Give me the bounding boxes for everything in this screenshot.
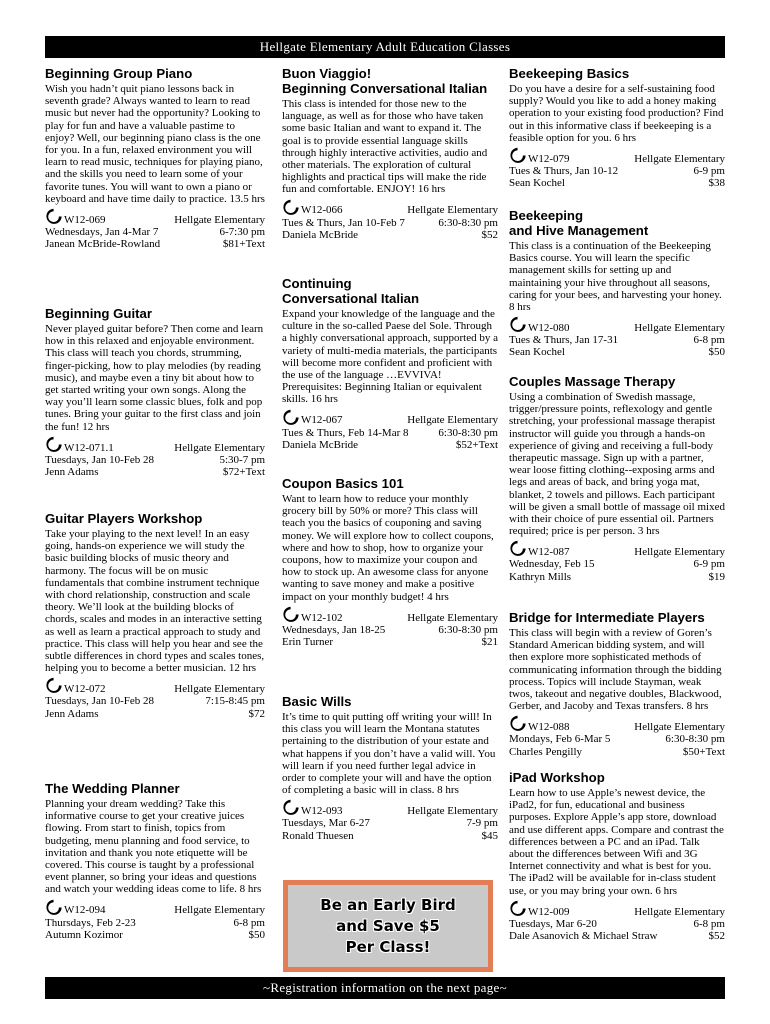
course-instructor: Daniela McBride [282,228,359,241]
course-code: W12-102 [301,611,343,624]
course-code-group [282,798,343,817]
course-details [509,899,725,942]
course-instructor: Charles Pengilly [509,745,583,758]
course-listing [282,66,498,241]
course-time: 6-7:30 pm [219,226,265,239]
course-instructor: Ronald Thuesen [282,829,354,842]
course-details [509,146,725,189]
course-schedule-row [45,226,265,238]
course-price: $38 [708,177,725,190]
course-time: 6-8 pm [693,917,725,930]
course-details [282,798,498,841]
course-listing [509,610,725,758]
course-schedule-row [282,427,498,439]
course-title: Conversational Italian [282,291,420,306]
course-description: Wish you hadn’t quit piano lessons back in seventh grade? Always wanted to learn to read music but never had the opportunity? Looking to play for fun and have a valuable pastime to enjoy? Well, our beginning piano class is the one for you. In a fun, relaxed environment you will learn to read music, techniques for playing piano, and the skills you need to learn some of your favorite tunes. You will want to own a piano or keyboard and have time daily to practice. 13.5 hrs [45,83,265,205]
course-schedule-row [45,454,265,466]
course-dates: Tues & Thurs, Feb 14-Mar 8 [282,426,409,439]
course-title: Beekeeping [509,208,584,223]
course-schedule-row [509,733,725,745]
course-price: $50 [248,928,265,941]
course-title: iPad Workshop [509,770,605,785]
course-schedule-row [282,217,498,229]
course-listing [282,476,498,648]
course-title: Continuing [282,276,352,291]
page-header: Hellgate Elementary Adult Education Classes [45,36,725,58]
phone-icon [45,898,64,917]
course-instructor: Jenn Adams [45,466,99,479]
course-dates: Wednesdays, Jan 4-Mar 7 [45,226,159,239]
promo-panel [288,885,488,967]
course-description: Want to learn how to reduce your monthly grocery bill by 50% or more? This class will teach you the basics of couponing and saving money. We will explore how to collect coupons, where and how to shop, how to organize your coupons, how to maximize your coupon and how to stock up. An awesome class for anyone wanting to save money and make a positive impact on your monthly budget! 4 hrs [282,493,494,603]
course-code: W12-088 [528,721,570,734]
course-listing [509,374,725,583]
course-code: W12-093 [301,805,343,818]
course-location: Hellgate Elementary [634,152,725,165]
course-code-row [45,435,265,454]
course-code-group [509,539,570,558]
course-instructor-row [509,571,725,583]
course-title: Guitar Players Workshop [45,511,203,526]
course-details [45,207,265,250]
course-code-row [509,146,725,165]
course-title: Beginning Conversational Italian [282,81,488,96]
course-time: 6-9 pm [693,165,725,178]
course-code: W12-094 [64,904,106,917]
course-schedule-row [509,918,725,930]
course-title: Bridge for Intermediate Players [509,610,705,625]
course-details [509,539,725,582]
course-instructor: Sean Kochel [509,177,565,190]
course-dates: Tuesdays, Jan 10-Feb 28 [45,695,154,708]
course-code-row [282,798,498,817]
early-bird-promo [283,880,493,972]
course-description: Never played guitar before? Then come and learn how in this relaxed and enjoyable environment. This class will teach you chords, strumming, finger-picking, how to play melodies (by reading music), and maybe even a tiny bit about how to get started writing your own songs. Along the way you’ll learn some classic blues, folk and pop tunes. Bring your guitar to the first class and join the fun! 12 hrs [45,323,264,433]
phone-icon [282,198,301,217]
course-price: $52 [708,930,725,943]
course-instructor: Erin Turner [282,636,334,649]
course-code-row [509,899,725,918]
course-code-group [282,408,343,427]
course-location: Hellgate Elementary [174,213,265,226]
course-code-group [282,605,343,624]
course-location: Hellgate Elementary [174,441,265,454]
phone-icon [509,714,528,733]
course-schedule-row [282,817,498,829]
course-details [509,714,725,757]
course-code-row [509,714,725,733]
course-instructor-row [509,930,725,942]
course-schedule-row [282,624,498,636]
phone-icon [282,605,301,624]
course-price: $19 [708,570,725,583]
course-details [45,898,265,941]
course-code: W12-066 [301,204,343,217]
course-dates: Tuesdays, Jan 10-Feb 28 [45,453,154,466]
page-footer: ~Registration information on the next page~ [45,977,725,999]
phone-icon [509,146,528,165]
course-listing [45,66,265,250]
course-location: Hellgate Elementary [634,546,725,559]
course-description: It’s time to quit putting off writing your will! In this class you will learn the Montana statutes pertaining to the distribution of your estate and what happens if you don’t have a valid will. You will learn if you need further legal advice in order to complete your will and have the option of completing a basic will in class. 8 hrs [282,711,496,797]
course-schedule-row [509,558,725,570]
course-location: Hellgate Elementary [407,204,498,217]
course-instructor: Jenn Adams [45,707,99,720]
course-code-group [45,207,106,226]
phone-icon [282,408,301,427]
course-code: W12-079 [528,152,570,165]
course-title: Basic Wills [282,694,352,709]
course-code-row [282,408,498,427]
course-location: Hellgate Elementary [634,322,725,335]
course-code-group [282,198,343,217]
course-code-row [45,207,265,226]
course-instructor: Dale Asanovich & Michael Straw [509,930,658,943]
course-code-group [509,899,570,918]
promo-line: Be an Early Bird [320,895,456,914]
course-details [282,605,498,648]
course-dates: Mondays, Feb 6-Mar 5 [509,733,611,746]
phone-icon [45,207,64,226]
phone-icon [509,315,528,334]
course-code-row [45,898,265,917]
course-price: $81+Text [222,238,265,251]
course-location: Hellgate Elementary [407,414,498,427]
course-title: Beekeeping Basics [509,66,630,81]
course-price: $50+Text [682,745,725,758]
course-listing [509,66,725,189]
course-instructor-row [282,830,498,842]
course-description: Planning your dream wedding? Take this informative course to get your creative juices flowing. From start to finish, topics from budgeting, menu planning and food service, to invitation and thank you note etiquette will be covered. This course is taught by a professional event planner, so bring your ideas and questions and watch your wedding ideas come to life. 8 hrs [45,798,262,896]
course-price: $52+Text [455,438,498,451]
course-price: $52 [481,228,498,241]
course-instructor-row [509,746,725,758]
course-time: 6-8 pm [233,916,265,929]
course-details [282,198,498,241]
course-code-row [509,539,725,558]
course-code-row [282,198,498,217]
course-instructor-row [509,346,725,358]
course-title: Beginning Guitar [45,306,152,321]
course-location: Hellgate Elementary [407,611,498,624]
course-instructor: Janean McBride-Rowland [45,238,161,251]
course-description: This class will begin with a review of Goren’s Standard American bidding system, and will then explore more sophisticated methods of communicating information through the bidding process. Topics will include Stayman, weak twos, takeout and negative doubles, Blackwood, Gerber, and Jacoby and Texas transfers. 8 hrs [509,627,722,713]
course-time: 6:30-8:30 pm [665,733,725,746]
course-price: $45 [481,829,498,842]
course-listing [509,770,725,942]
course-code: W12-072 [64,683,106,696]
course-listing [282,694,498,842]
course-listing [45,511,265,720]
course-code: W12-071.1 [64,441,114,454]
course-code: W12-069 [64,213,106,226]
course-dates: Wednesdays, Jan 18-25 [282,623,386,636]
course-title: Beginning Group Piano [45,66,193,81]
course-dates: Tues & Thurs, Jan 10-Feb 7 [282,216,405,229]
course-title: Coupon Basics 101 [282,476,404,491]
course-instructor: Sean Kochel [509,346,565,359]
phone-icon [509,899,528,918]
course-dates: Tues & Thurs, Jan 17-31 [509,334,619,347]
course-code-group [509,714,570,733]
course-instructor: Daniela McBride [282,438,359,451]
course-code: W12-087 [528,546,570,559]
course-time: 6-9 pm [693,558,725,571]
course-dates: Tues & Thurs, Jan 10-12 [509,165,619,178]
course-description: This class is intended for those new to the language, as well as for those who have taken some basic Italian and want to expand it. The goal is to provide essential language skills through highly interactive activities, audio and other materials. The exploration of cultural highlights and practical tips will make the ride fun and comfortable. ENJOY! 16 hrs [282,98,488,196]
course-description: Learn how to use Apple’s newest device, the iPad2, for fun, educational and business purposes. Explore Apple’s app store, download and use different apps. Compare and contrast the differences between a PC and an iPad. Talk about the differences between Wifi and 3G Internet connectivity and what is best for you. The iPad2 will be available for in-class student use, or you may bring your own. 6 hrs [509,787,724,897]
course-listing [509,208,725,359]
phone-icon [45,435,64,454]
course-description: Expand your knowledge of the language and the culture in the so-called Paese del Sole. Through a highly conversational approach, supported by a variety of multi-media materials, the participants will become more confident and proficient with the use of the language …EVVIVA! Prerequisites: Beginning Italian or equivalent skills. 16 hrs [282,308,498,406]
course-listing [45,306,265,478]
course-dates: Tuesdays, Mar 6-20 [509,917,597,930]
course-listing [282,276,498,451]
course-price: $50 [708,346,725,359]
course-code: W12-080 [528,322,570,335]
course-time: 6:30-8:30 pm [438,426,498,439]
course-instructor-row [45,708,265,720]
course-price: $21 [481,636,498,649]
course-title: Couples Massage Therapy [509,374,676,389]
course-code-row [282,605,498,624]
course-details [282,408,498,451]
course-schedule-row [45,695,265,707]
course-description: Take your playing to the next level! In an easy going, hands-on experience we will study the basic building blocks of music theory and harmony. The focus will be on music fundamentals that combine instrument technique with chord relationship, construction and scale theory. We’ll look at the building blocks of chords, scales and modes in an interactive setting as well as learn a practical approach to study and practice. This class will help you hear and see the subtle differences in chord types and scales tones, helping you to become a better musician. 12 hrs [45,528,265,675]
course-location: Hellgate Elementary [174,904,265,917]
course-time: 7-9 pm [466,817,498,830]
course-instructor-row [45,238,265,250]
course-code-group [509,146,570,165]
course-details [509,315,725,358]
phone-icon [282,798,301,817]
course-details [45,676,265,719]
course-instructor-row [282,636,498,648]
course-instructor-row [282,229,498,241]
course-code-row [45,676,265,695]
course-instructor-row [509,177,725,189]
course-time: 7:15-8:45 pm [205,695,265,708]
course-title: Buon Viaggio! [282,66,372,81]
course-price: $72 [248,707,265,720]
course-code-group [509,315,570,334]
course-instructor-row [282,439,498,451]
course-code: W12-009 [528,905,570,918]
promo-line: Per Class! [345,937,431,956]
phone-icon [509,539,528,558]
course-listing [45,781,265,941]
course-price: $72+Text [222,466,265,479]
course-time: 6-8 pm [693,334,725,347]
course-time: 6:30-8:30 pm [438,623,498,636]
course-dates: Thursdays, Feb 2-23 [45,916,136,929]
course-location: Hellgate Elementary [634,905,725,918]
course-location: Hellgate Elementary [407,805,498,818]
course-time: 5:30-7 pm [219,453,265,466]
course-title: The Wedding Planner [45,781,180,796]
course-schedule-row [509,334,725,346]
course-location: Hellgate Elementary [174,683,265,696]
course-details [45,435,265,478]
course-description: Do you have a desire for a self-sustaining food supply? Would you like to add a honey making operation to your existing food production? Find out in this informative class if beekeeping is a feasible option for you. 6 hrs [509,83,724,144]
course-instructor-row [45,929,265,941]
course-schedule-row [509,165,725,177]
course-instructor: Autumn Kozimor [45,928,123,941]
phone-icon [45,676,64,695]
course-code-group [45,898,106,917]
course-title: and Hive Management [509,223,649,238]
course-location: Hellgate Elementary [634,721,725,734]
course-dates: Tuesdays, Mar 6-27 [282,817,370,830]
course-code: W12-067 [301,414,343,427]
course-code-group [45,676,106,695]
course-code-group [45,435,114,454]
course-instructor: Kathryn Mills [509,570,572,583]
course-dates: Wednesday, Feb 15 [509,558,595,571]
promo-line: and Save $5 [336,916,440,935]
course-instructor-row [45,466,265,478]
course-code-row [509,315,725,334]
course-schedule-row [45,917,265,929]
course-description: Using a combination of Swedish massage, trigger/pressure points, reflexology and gentle stretching, your professional massage therapist instructor will guide you through a hands-on experience of giving and receiving a full-body therapeutic massage. Sign up with a partner, wear loose fitting clothing--exposing arms and legs and areas of back, and bring yoga mat, blanket, 2 towels and pillows. Each participant will be given a small bottle of massage oil mixed with their choice of pure essential oil. Partners required; price is per person. 3 hrs [509,391,725,538]
course-description: This class is a continuation of the Beekeeping Basics course. You will learn the specific management skills for setting up and maintaining your hive throughout all seasons, caring for your bees, and harvesting your honey. 8 hrs [509,240,722,314]
course-time: 6:30-8:30 pm [438,216,498,229]
